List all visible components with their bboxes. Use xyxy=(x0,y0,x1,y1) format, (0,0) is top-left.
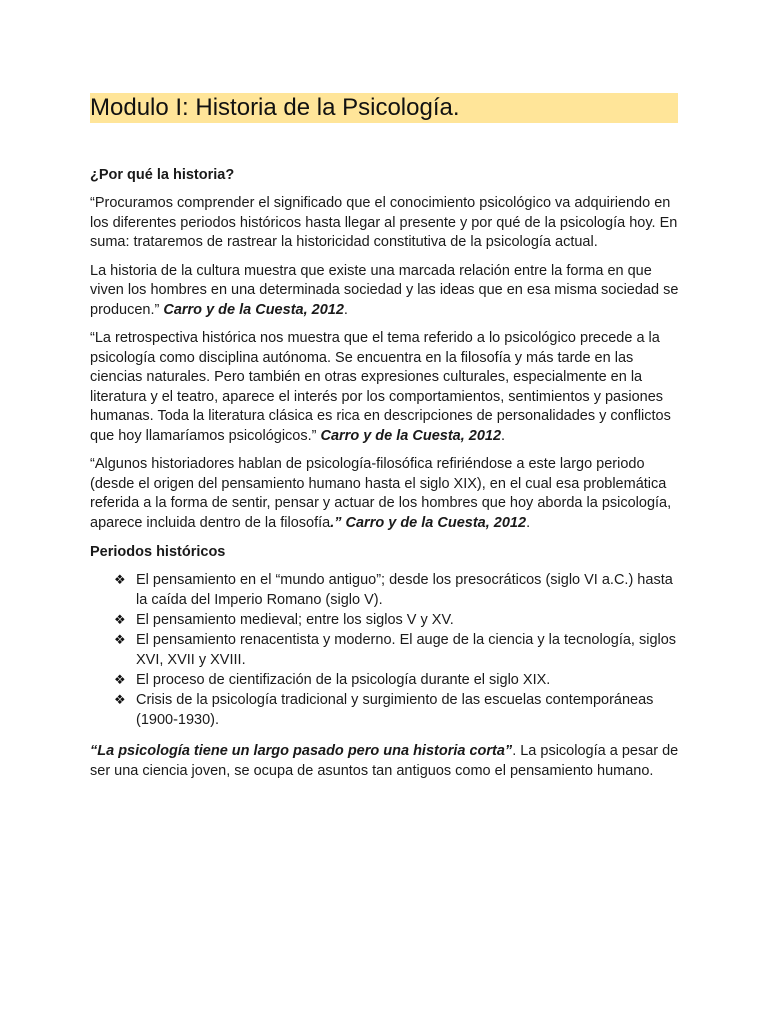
diamond-bullet-icon: ❖ xyxy=(114,692,126,707)
paragraph-2-text: La historia de la cultura muestra que existe una marcada relación entre la forma en que viven los hombres en una determinada sociedad y las ideas que en esa misma sociedad se producen.” xyxy=(90,262,679,318)
closing-paragraph xyxy=(90,742,684,781)
periods-list xyxy=(90,570,684,730)
title-highlight xyxy=(90,93,678,123)
paragraph-2-citation: Carro y de la Cuesta, 2012 xyxy=(163,301,344,318)
list-item xyxy=(90,570,684,610)
question-heading: ¿Por qué la historia? xyxy=(90,167,235,183)
closing-text: . La psicología a pesar de ser una ciencia joven, se ocupa de asuntos tan antiguos como el pensamiento humano. xyxy=(90,743,679,779)
diamond-bullet-icon: ❖ xyxy=(114,632,126,647)
list-item-text: Crisis de la psicología tradicional y surgimiento de las escuelas contemporáneas (1900-1930). xyxy=(136,692,654,728)
paragraph-4-end: . xyxy=(526,514,531,531)
list-item xyxy=(90,690,684,730)
periods-heading: Periodos históricos xyxy=(90,544,226,560)
paragraph-3 xyxy=(90,329,684,446)
list-item-text: El pensamiento medieval; entre los siglos V y XV. xyxy=(136,612,454,628)
document-page xyxy=(90,93,684,781)
page-title: Modulo I: Historia de la Psicología. xyxy=(90,94,460,121)
paragraph-4 xyxy=(90,455,684,533)
list-item-text: El proceso de cientifización de la psicología durante el siglo XIX. xyxy=(136,672,551,688)
diamond-bullet-icon: ❖ xyxy=(114,672,126,687)
paragraph-4-text: “Algunos historiadores hablan de psicología-filosófica refiriéndose a este largo periodo (desde el origen del pensamiento humano hasta el siglo XIX), en el cual esa problemática referida a la forma de sentir, pensar y actuar de los hombres que hoy aborda la psicología, aparece incluida dentro de la filosofía xyxy=(90,456,672,531)
list-item-text: El pensamiento renacentista y moderno. El auge de la ciencia y la tecnología, siglos XVI, XVII y XVIII. xyxy=(136,632,677,668)
paragraph-2 xyxy=(90,262,684,321)
paragraph-2-end: . xyxy=(343,301,348,318)
list-item-text: El pensamiento en el “mundo antiguo”; desde los presocráticos (siglo VI a.C.) hasta la caída del Imperio Romano (siglo V). xyxy=(136,572,673,608)
list-item xyxy=(90,670,684,690)
paragraph-3-text: “La retrospectiva histórica nos muestra que el tema referido a lo psicológico precede a la psicología como disciplina autónoma. Se encuentra en la filosofía y más tarde en las ciencias naturales. Pero también en otras expresiones culturales, especialmente en la literatura y el teatro, aparece el interés por los comportamientos, sentimientos y pasiones humanas. Toda la literatura clásica es rica en descripciones de personalidades y conflictos que hoy llamaríamos psicológicos.” xyxy=(90,330,671,444)
closing-quote: “La psicología tiene un largo pasado pero una historia corta” xyxy=(90,743,513,759)
diamond-bullet-icon: ❖ xyxy=(114,572,126,587)
diamond-bullet-icon: ❖ xyxy=(114,612,126,627)
list-item xyxy=(90,630,684,670)
paragraph-4-citation: .” Carro y de la Cuesta, 2012 xyxy=(330,514,527,531)
paragraph-3-citation: Carro y de la Cuesta, 2012 xyxy=(320,427,502,444)
paragraph-3-end: . xyxy=(501,427,506,444)
paragraph-1: “Procuramos comprender el significado que el conocimiento psicológico va adquiriendo en los diferentes periodos históricos hasta llegar al presente y por qué de la psicología hoy. En suma: trataremos de rastrear la historicidad constitutiva de la psicología actual. xyxy=(90,195,678,250)
list-item xyxy=(90,610,684,630)
